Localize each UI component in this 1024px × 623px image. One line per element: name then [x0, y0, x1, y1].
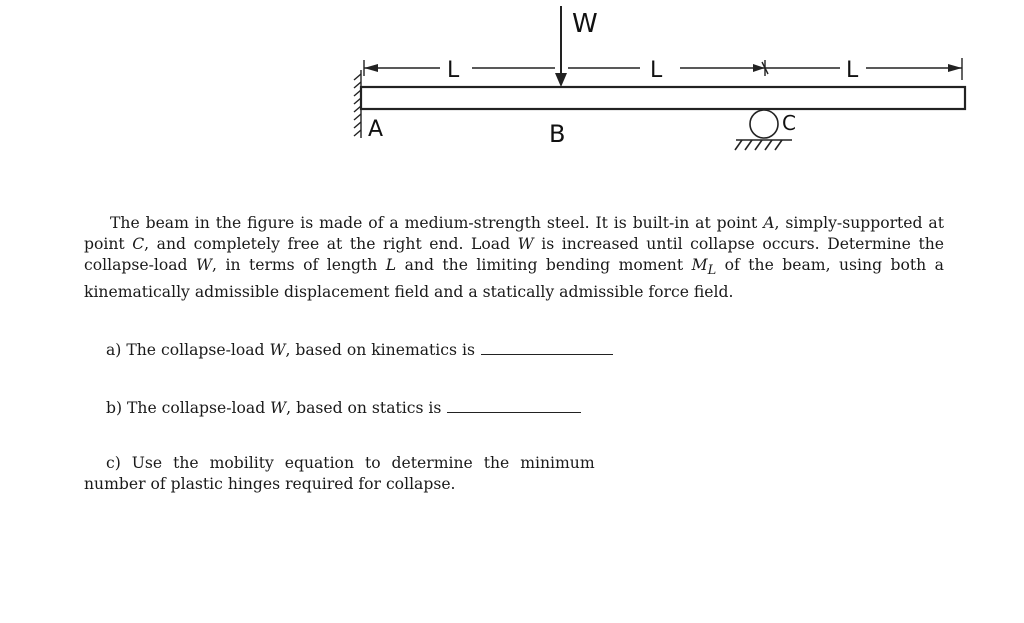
problem-text-7: of the beam, using both a kinematically admissible displacement field and a statically admissible force field. — [84, 256, 944, 301]
beam — [361, 87, 965, 109]
question-b-suffix: , based on statics is — [286, 399, 442, 417]
problem-text-4: is increased until collapse occurs. Determine the collapse-load — [84, 235, 945, 275]
point-a-label: A — [368, 117, 384, 142]
beam-figure — [0, 0, 1024, 200]
question-a-var: W — [269, 341, 286, 359]
length-label-3: L — [846, 58, 859, 83]
moment-subscript: L — [707, 263, 717, 279]
problem-text-6: and the limiting bending moment — [396, 256, 692, 275]
point-c-label: C — [782, 111, 796, 135]
question-a-prefix: a) The collapse-load — [106, 341, 270, 359]
point-b-label: B — [549, 120, 566, 148]
load-ref-2: W — [196, 256, 213, 275]
question-a — [106, 338, 613, 361]
question-b — [106, 396, 581, 419]
problem-text-3: , and completely free at the right end. Load — [144, 235, 518, 254]
length-label-2: L — [650, 58, 663, 83]
answer-blank-b[interactable] — [447, 396, 581, 413]
question-b-prefix: b) The collapse-load — [106, 399, 271, 417]
load-ref-1: W — [517, 235, 534, 254]
point-a-ref: A — [763, 214, 775, 232]
problem-text-2: , simply-supported at point — [84, 214, 944, 254]
point-c-ref: C — [132, 235, 145, 254]
problem-text-1: The beam in the figure is made of a medium-strength steel. It is built-in at point — [110, 214, 764, 232]
question-a-suffix: , based on kinematics is — [285, 341, 475, 359]
answer-blank-a[interactable] — [481, 338, 613, 355]
question-b-var: W — [270, 399, 287, 417]
question-c-line-2: number of plastic hinges required for collapse. — [84, 475, 456, 493]
problem-text-5: , in terms of length — [212, 256, 386, 275]
problem-statement — [84, 213, 944, 303]
moment-ref: M — [691, 256, 708, 275]
length-ref: L — [385, 256, 397, 275]
load-arrow — [555, 6, 567, 87]
load-label: W — [572, 9, 598, 39]
length-label-1: L — [447, 58, 460, 83]
question-c-line-1: c) Use the mobility equation to determine the minimum — [106, 454, 595, 472]
